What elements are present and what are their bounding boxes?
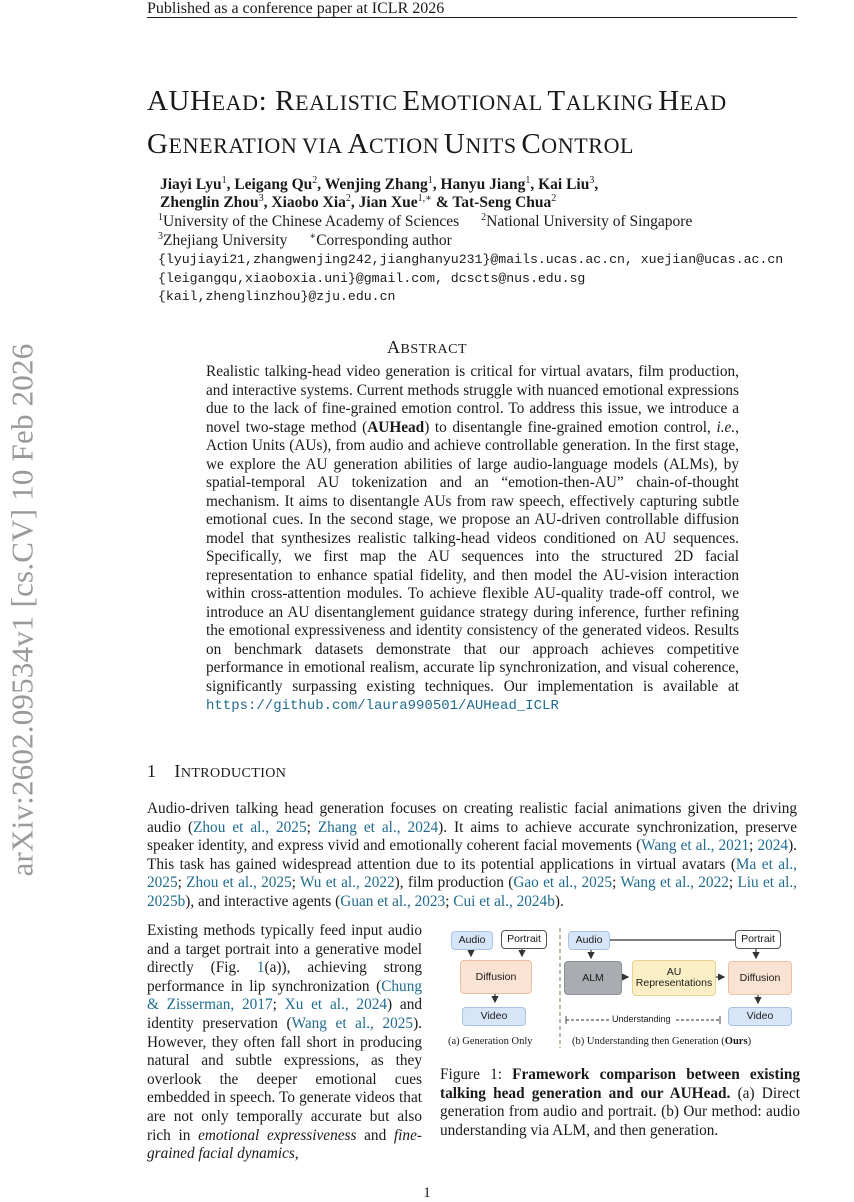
email-line-3: {kail,zhenglinzhou}@zju.edu.cn bbox=[158, 289, 396, 304]
citation[interactable]: Zhou et al., 2025 bbox=[193, 818, 307, 836]
fig-a-caption: (a) Generation Only bbox=[448, 1036, 533, 1047]
fig-b-portrait-box: Portrait bbox=[735, 930, 781, 949]
fig-a-portrait-box: Portrait bbox=[501, 930, 547, 949]
running-header: Published as a conference paper at ICLR 2026 bbox=[147, 0, 445, 17]
citation[interactable]: Wang et al., 2021 bbox=[641, 837, 750, 855]
figure-1-caption: Figure 1: Framework comparison between existing talking head generation and our AUHead. (a) Direct generation from audio and portrait. (b) Our method: audio understanding via ALM, and then generation. bbox=[440, 1066, 800, 1139]
fig-b-diffusion-box: Diffusion bbox=[728, 961, 792, 995]
page-number: 1 bbox=[423, 1185, 431, 1201]
citation[interactable]: Wang et al., 2022 bbox=[620, 874, 729, 892]
citation[interactable]: Zhou et al., 2025 bbox=[186, 874, 292, 892]
fig-b-caption: (b) Understanding then Generation (Ours) bbox=[572, 1036, 752, 1047]
fig-a-video-box: Video bbox=[462, 1007, 526, 1026]
citation[interactable]: Ma et al., 2025 bbox=[147, 855, 797, 892]
citation[interactable]: Wu et al., 2022 bbox=[299, 874, 395, 892]
citation[interactable]: Chung & Zisserman, 2017 bbox=[147, 977, 422, 1014]
citation[interactable]: Guan et al., 2023 bbox=[340, 892, 446, 910]
fig-a-diffusion-box: Diffusion bbox=[460, 960, 532, 994]
abstract-heading: ABSTRACT bbox=[386, 337, 467, 357]
affiliation-line-2: $^3$Zhejiang University ∗Corresponding author bbox=[158, 231, 452, 250]
intro-paragraph-1: Audio-driven talking head generation focuses on creating realistic facial animations given the driving audio (Zhou et al., 2025; Zhang et al., 2024). It aims to achieve accurate synchronization, preserve speaker identity, and express vivid and emotionally coherent facial movements (Wang et al., 2021; 2024). This task has gained widespread attention due to its potential applications in virtual avatars (Ma et al., 2025; Zhou et al., 2025; Wu et al., 2022), film production (Gao et al., 2025; Wang et al., 2022; Liu et al., 2025b), and interactive agents (Guan et al., 2023; Cui et al., 2024b). bbox=[147, 800, 798, 910]
fig-b-video-box: Video bbox=[728, 1007, 792, 1026]
arxiv-stamp-text: arXiv:2602.09534v1 [cs.CV] 10 Feb 2026 bbox=[4, 343, 39, 877]
fig-a-audio-box: Audio bbox=[451, 931, 493, 950]
citation[interactable]: Xu et al., 2024 bbox=[284, 996, 388, 1014]
abstract-body: Realistic talking-head video generation is critical for virtual avatars, film production, and interactive systems. Current methods struggle with nuanced emotional expressions due to the lack of fine-grained emotion control. To address this issue, we introduce a novel two-stage method (AUHead) to disentangle fine-grained emotion control, i.e., Action Units (AUs), from audio and achieve controllable generation. In the first stage, we explore the AU generation abilities of large audio-language models (ALMs), by spatial-temporal AU tokenization and an “emotion-then-AU” chain-of-thought mechanism. It aims to disentangle AUs from raw speech, effectively capturing subtle emotional cues. In the second stage, we propose an AU-driven controllable diffusion model that synthesizes realistic talking-head videos conditioned on AU sequences. Specifically, we first map the AU sequences into the structured 2D facial representation to enhance spatial fidelity, and then model the AU-vision interaction within cross-attention modules. To achieve flexible AU-quality trade-off control, we introduce an AU disentanglement guidance strategy during inference, further refining the emotional expressiveness and identity consistency of the generated videos. Results on benchmark datasets demonstrate that our approach achieves competitive performance in emotional realism, accurate lip synchronization, and visual coherence, significantly surpassing existing techniques. Our implementation is available at https://github.com/laura990501/AUHead_ICLR bbox=[206, 363, 739, 714]
method-name: AUHead bbox=[367, 418, 425, 436]
fig-b-au-representations-box: AU Representations bbox=[632, 960, 716, 996]
fig-b-alm-box: ALM bbox=[564, 961, 622, 995]
citation[interactable]: Wang et al., 2025 bbox=[291, 1014, 414, 1032]
affiliation-line-1: $^1$University of the Chinese Academy of Sciences $^2$National University of Singapore bbox=[158, 212, 693, 231]
figure-1 bbox=[440, 926, 800, 1058]
title-line-2: GENERATION VIA ACTION UNITS CONTROL bbox=[147, 128, 635, 160]
fig-b-understanding-label: Understanding bbox=[612, 1014, 671, 1024]
citation[interactable]: Zhang et al., 2024 bbox=[317, 818, 439, 836]
citation[interactable]: Gao et al., 2025 bbox=[513, 874, 613, 892]
github-link[interactable]: https://github.com/laura990501/AUHead_ICLR bbox=[206, 698, 559, 714]
title-line-1: AUHEAD: REALISTIC EMOTIONAL TALKING HEAD bbox=[147, 85, 727, 117]
email-line-1: {lyujiayi21,zhangwenjing242,jianghanyu231}@mails.ucas.ac.cn, xuejian@ucas.ac.cn bbox=[158, 252, 784, 267]
paper-title bbox=[147, 82, 817, 168]
section-heading-introduction: 1 INTRODUCTION bbox=[147, 761, 287, 781]
author-line-1: Jiayi Lyu$^1$, Leigang Qu$^2$, Wenjing Zhang$^1$, Hanyu Jiang$^1$, Kai Liu$^3$, bbox=[160, 175, 599, 194]
figure-reference[interactable]: 1 bbox=[256, 959, 265, 977]
arxiv-stamp bbox=[0, 320, 44, 900]
citation[interactable]: Cui et al., 2024b bbox=[453, 892, 555, 910]
citation[interactable]: Liu et al., 2025b bbox=[147, 874, 798, 910]
fig-b-audio-box: Audio bbox=[568, 931, 610, 950]
citation[interactable]: 2024 bbox=[757, 837, 789, 855]
author-line-2: Zhenglin Zhou$^3$, Xiaobo Xia$^2$, Jian Xue$^{1,∗}$ & Tat-Seng Chua$^2$ bbox=[160, 193, 557, 212]
header-rule bbox=[147, 17, 797, 18]
intro-paragraph-2: Existing methods typically feed input audio and a target portrait into a generative model directly (Fig. 1(a)), achieving strong performance in lip synchronization (Chung & Zisserman, 2017; Xu et al., 2024) and identity preservation (Wang et al., 2025). However, they often fall short in producing natural and subtle expressions, as they overlook the deeper emotional cues embedded in speech. To generate videos that are not only temporally accurate but also rich in emotional expressiveness and fine-grained facial dynamics, bbox=[147, 922, 422, 1163]
email-line-2: {leigangqu,xiaoboxia.uni}@gmail.com, dcscts@nus.edu.sg bbox=[158, 271, 586, 286]
